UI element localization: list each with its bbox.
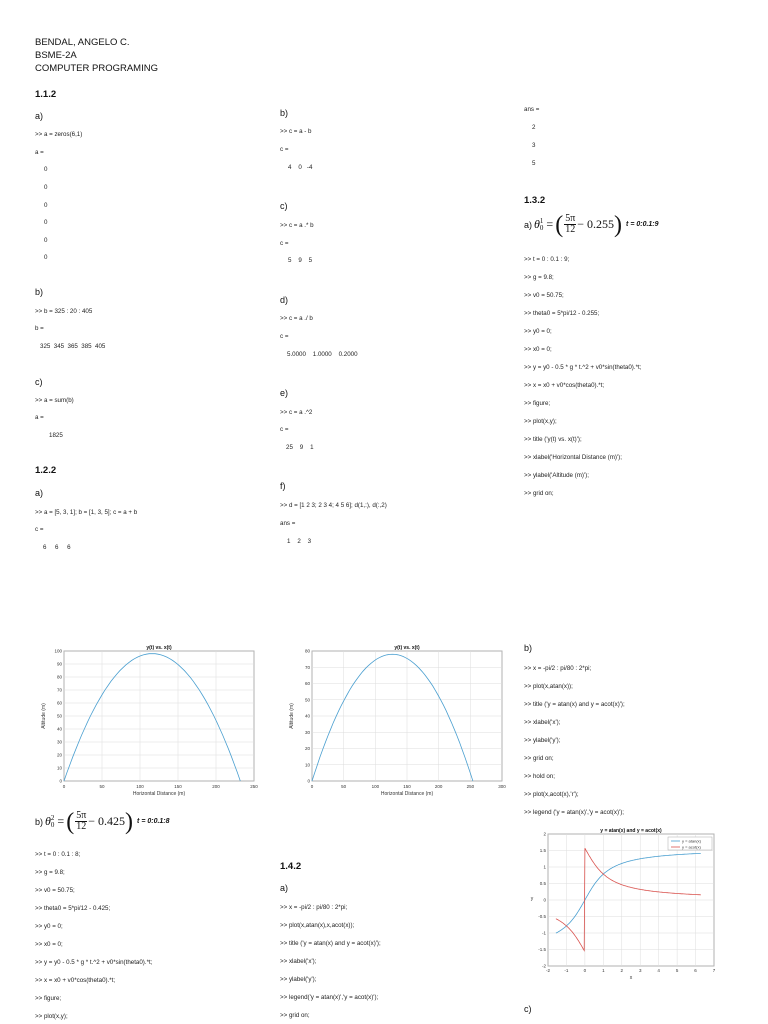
code-line: >> title ('y = atan(x) and y = acot(x)'); xyxy=(280,940,381,947)
code-line: >> d = [1 2 3; 2 3 4; 4 5 6]; d(1,:), d(:,2) xyxy=(280,502,387,509)
x-tick-label: 6 xyxy=(694,968,697,973)
x-tick-label: 200 xyxy=(434,784,443,789)
code-line: >> grid on; xyxy=(524,490,554,497)
eq-sub: 0 xyxy=(539,223,544,232)
y-tick-label: -0.5 xyxy=(538,914,546,919)
code-line: >> plot(x,atan(x)); xyxy=(524,683,573,690)
course-title: COMPUTER PROGRAMING xyxy=(35,63,158,74)
y-tick-label: 80 xyxy=(56,674,62,680)
output-value: 0 xyxy=(44,219,48,226)
section-1-3-2: 1.3.2 xyxy=(524,195,546,206)
y-tick-label: 40 xyxy=(304,713,310,719)
plot-atan-acot xyxy=(522,826,722,982)
eq-denominator: 12 xyxy=(565,224,576,235)
code-line: >> g = 9.8; xyxy=(524,274,554,281)
y-tick-label: 50 xyxy=(56,713,62,719)
label-c: c) xyxy=(524,1004,532,1014)
y-axis-label: Altitude (m) xyxy=(289,703,295,729)
output-value: 0 xyxy=(44,166,48,173)
y-tick-label: 100 xyxy=(54,648,62,654)
x-tick-label: 100 xyxy=(136,784,144,789)
output-var: ans = xyxy=(524,106,540,113)
code-line: >> t = 0 : 0.1 : 8; xyxy=(35,851,81,858)
plot-trajectory-b xyxy=(284,643,508,803)
code-line: >> plot(x,acot(x),'r'); xyxy=(524,791,579,798)
y-tick-label: 2 xyxy=(543,831,546,837)
eq-denominator: 12 xyxy=(76,821,87,832)
x-tick-label: 100 xyxy=(371,784,380,789)
y-tick-label: 0 xyxy=(543,897,546,903)
code-line: >> grid on; xyxy=(524,755,554,762)
code-line: >> x = x0 + v0*cos(theta0).*t; xyxy=(524,382,605,389)
section-1-4-2: 1.4.2 xyxy=(280,861,302,872)
x-tick-label: 0 xyxy=(583,968,587,973)
x-tick-label: 250 xyxy=(466,784,475,789)
theta-symbol: θ xyxy=(534,217,540,231)
eq-numerator: 5π xyxy=(76,810,87,821)
eq-tail: − 0.425 xyxy=(88,814,126,828)
y-tick-label: 60 xyxy=(304,681,310,686)
eq-numerator: 5π xyxy=(565,213,576,224)
eq-sup: 2 xyxy=(50,813,55,822)
x-tick-label: 1 xyxy=(602,968,605,973)
code-line: >> x = -pi/2 : pi/80 : 2*pi; xyxy=(524,665,592,672)
code-line: >> x = -pi/2 : pi/80 : 2*pi; xyxy=(280,904,348,911)
x-axis-label: Horizontal Distance (m) xyxy=(380,791,434,797)
output-var: b = xyxy=(35,325,44,332)
output-value: 5 9 5 xyxy=(288,257,313,264)
y-tick-label: -1.5 xyxy=(538,947,546,952)
output-var: c = xyxy=(280,240,289,247)
legend-entry: y = acot(x) xyxy=(682,844,701,850)
code-line: >> v0 = 50.75; xyxy=(524,292,564,299)
y-tick-label: 0.5 xyxy=(539,881,546,886)
code-line: >> g = 9.8; xyxy=(35,869,65,876)
output-value: 3 xyxy=(532,142,536,149)
output-value: 0 xyxy=(44,237,48,244)
student-name: BENDAL, ANGELO C. xyxy=(35,37,130,48)
label-a: a) xyxy=(35,488,44,498)
plot-trajectory-a xyxy=(36,643,260,803)
output-value: 0 xyxy=(44,202,48,209)
output-value: 1 2 3 xyxy=(287,538,312,545)
code-line: >> figure; xyxy=(524,400,551,407)
eq-t-range: t = 0:0.1:9 xyxy=(626,221,659,228)
x-tick-label: 50 xyxy=(341,784,347,789)
x-tick-label: 200 xyxy=(212,784,220,789)
x-tick-label: 0 xyxy=(62,784,66,789)
eq-sub: 0 xyxy=(50,820,55,829)
y-tick-label: 70 xyxy=(56,687,62,693)
x-tick-label: 4 xyxy=(657,968,660,973)
theta-symbol: θ xyxy=(45,814,51,828)
chart-title: y(t) vs. x(t) xyxy=(146,645,172,651)
output-value: 2 xyxy=(532,124,536,131)
x-tick-label: 0 xyxy=(310,784,314,789)
output-value: 4 0 -4 xyxy=(288,164,313,171)
x-axis-label: x xyxy=(629,975,633,981)
output-value: 0 xyxy=(44,184,48,191)
y-tick-label: 50 xyxy=(304,697,310,703)
y-tick-label: 80 xyxy=(304,648,310,654)
code-line: >> theta0 = 5*pi/12 - 0.425; xyxy=(35,905,111,912)
code-line: >> x = x0 + v0*cos(theta0).*t; xyxy=(35,977,116,984)
code-line: >> a = [5, 3, 1]; b = [1, 3, 5]; c = a + b xyxy=(35,509,138,516)
output-var: c = xyxy=(280,426,289,433)
code-line: >> b = 325 : 20 : 405 xyxy=(35,308,93,315)
code-line: >> a = zeros(6,1) xyxy=(35,131,83,138)
label-b: b) xyxy=(524,643,533,653)
code-line: >> ylabel('y'); xyxy=(524,737,561,744)
code-line: >> xlabel('x'); xyxy=(524,719,561,726)
code-line: >> theta0 = 5*pi/12 - 0.255; xyxy=(524,310,600,317)
chart-title: y(t) vs. x(t) xyxy=(394,645,420,651)
code-line: >> ylabel('Altitude (m)'); xyxy=(524,472,589,479)
output-var: a = xyxy=(35,414,44,421)
student-section: BSME-2A xyxy=(35,50,77,61)
eq-label: a) xyxy=(524,219,533,230)
x-tick-label: 3 xyxy=(638,968,642,973)
equation-a: a) θ 1 0 = ( $\frac{5\pi}{12}$ − 0.255 ) t = 0:0.1:9 xyxy=(524,211,659,238)
output-var: c = xyxy=(35,526,44,533)
output-value: 0 xyxy=(44,254,48,261)
y-tick-label: 30 xyxy=(56,739,62,745)
chart-title: y = atan(x) and y = acot(x) xyxy=(600,828,662,834)
label-d: d) xyxy=(280,295,289,305)
y-tick-label: 0 xyxy=(59,778,62,784)
y-tick-label: 10 xyxy=(304,762,310,768)
eq-label: b) xyxy=(35,816,44,827)
code-line: >> v0 = 50.75; xyxy=(35,887,75,894)
code-line: >> hold on; xyxy=(524,773,555,780)
code-line: >> c = a - b xyxy=(280,128,312,135)
output-var: ans = xyxy=(280,520,296,527)
x-axis-label: Horizontal Distance (m) xyxy=(132,791,186,797)
equation-b: b) θ 2 0 = ( $\frac{5\pi}{12}$ − 0.425 ) t = 0:0.1:8 xyxy=(35,808,170,835)
output-var: c = xyxy=(280,333,289,340)
code-line: >> y = y0 - 0.5 * g * t.^2 + v0*sin(theta0).*t; xyxy=(524,364,642,371)
label-b: b) xyxy=(35,287,44,297)
code-line: >> x0 = 0; xyxy=(35,941,63,948)
code-line: >> grid on; xyxy=(280,1012,310,1019)
label-f: f) xyxy=(280,481,286,491)
label-c: c) xyxy=(280,201,288,211)
y-tick-label: 20 xyxy=(56,752,62,758)
code-line: >> figure; xyxy=(35,995,62,1002)
x-tick-label: 300 xyxy=(498,784,506,789)
output-value: 6 6 6 xyxy=(43,544,71,551)
y-tick-label: 70 xyxy=(304,664,310,670)
code-line: >> plot(x,y); xyxy=(35,1013,68,1020)
code-line: >> legend('y = atan(x)','y = acot(x)'); xyxy=(280,994,379,1001)
y-tick-label: 1 xyxy=(543,864,546,870)
y-tick-label: 1.5 xyxy=(539,848,546,853)
y-tick-label: 20 xyxy=(304,746,310,751)
code-line: >> xlabel('Horizontal Distance (m)'); xyxy=(524,454,622,461)
code-line: >> a = sum(b) xyxy=(35,397,74,404)
output-value: 5 xyxy=(532,160,536,167)
y-tick-label: 10 xyxy=(56,765,62,771)
y-tick-label: 60 xyxy=(56,700,62,706)
eq-tail: − 0.255 xyxy=(577,217,615,231)
code-line: >> plot(x,y); xyxy=(524,418,557,425)
x-tick-label: 7 xyxy=(712,968,716,973)
label-e: e) xyxy=(280,388,289,398)
code-line: >> plot(x,atan(x),x,acot(x)); xyxy=(280,922,355,929)
y-tick-label: 0 xyxy=(307,778,310,784)
output-var: a = xyxy=(35,149,44,156)
code-line: >> xlabel('x'); xyxy=(280,958,317,965)
code-line: >> legend ('y = atan(x)','y = acot(x)'); xyxy=(524,809,624,816)
code-line: >> t = 0 : 0.1 : 9; xyxy=(524,256,570,263)
code-line: >> y0 = 0; xyxy=(35,923,63,930)
eq-sup: 1 xyxy=(539,216,544,225)
code-line: >> y0 = 0; xyxy=(524,328,552,335)
y-tick-label: 90 xyxy=(56,661,62,667)
output-value: 325 345 365 385 405 xyxy=(40,343,106,350)
x-tick-label: 250 xyxy=(250,784,258,789)
section-1-2-2: 1.2.2 xyxy=(35,465,57,476)
y-axis-label: y xyxy=(530,896,534,902)
code-line: >> title ('y = atan(x) and y = acot(x)'); xyxy=(524,701,625,708)
x-tick-label: 5 xyxy=(675,968,679,973)
legend-entry: y = atan(x) xyxy=(682,838,702,844)
x-tick-label: -1 xyxy=(564,968,569,973)
x-tick-label: -2 xyxy=(545,968,551,973)
y-tick-label: 30 xyxy=(304,729,310,735)
label-a: a) xyxy=(35,111,44,121)
label-a: a) xyxy=(280,883,289,893)
section-1-1-2: 1.1.2 xyxy=(35,89,57,100)
output-var: c = xyxy=(280,146,289,153)
code-line: >> c = a ./ b xyxy=(280,315,313,322)
y-tick-label: 40 xyxy=(56,726,62,732)
code-line: >> y = y0 - 0.5 * g * t.^2 + v0*sin(theta0).*t; xyxy=(35,959,153,966)
code-line: >> x0 = 0; xyxy=(524,346,552,353)
code-line: >> ylabel('y'); xyxy=(280,976,317,983)
label-c: c) xyxy=(35,377,43,387)
y-tick-label: -1 xyxy=(541,930,546,936)
code-line: >> title ('y(t) vs. x(t)'); xyxy=(524,436,582,443)
label-b: b) xyxy=(280,108,289,118)
code-line: >> c = a .^2 xyxy=(280,409,313,416)
output-value: 25 9 1 xyxy=(286,444,314,451)
eq-t-range: t = 0:0.1:8 xyxy=(137,818,170,825)
y-tick-label: -2 xyxy=(541,963,546,969)
x-tick-label: 150 xyxy=(403,784,411,789)
y-axis-label: Altitude (m) xyxy=(41,703,47,729)
x-tick-label: 50 xyxy=(99,784,105,789)
output-value: 1825 xyxy=(49,432,63,439)
output-value: 5.0000 1.0000 0.2000 xyxy=(287,351,358,358)
x-tick-label: 150 xyxy=(174,784,182,789)
x-tick-label: 2 xyxy=(620,968,624,973)
code-line: >> c = a .* b xyxy=(280,222,314,229)
